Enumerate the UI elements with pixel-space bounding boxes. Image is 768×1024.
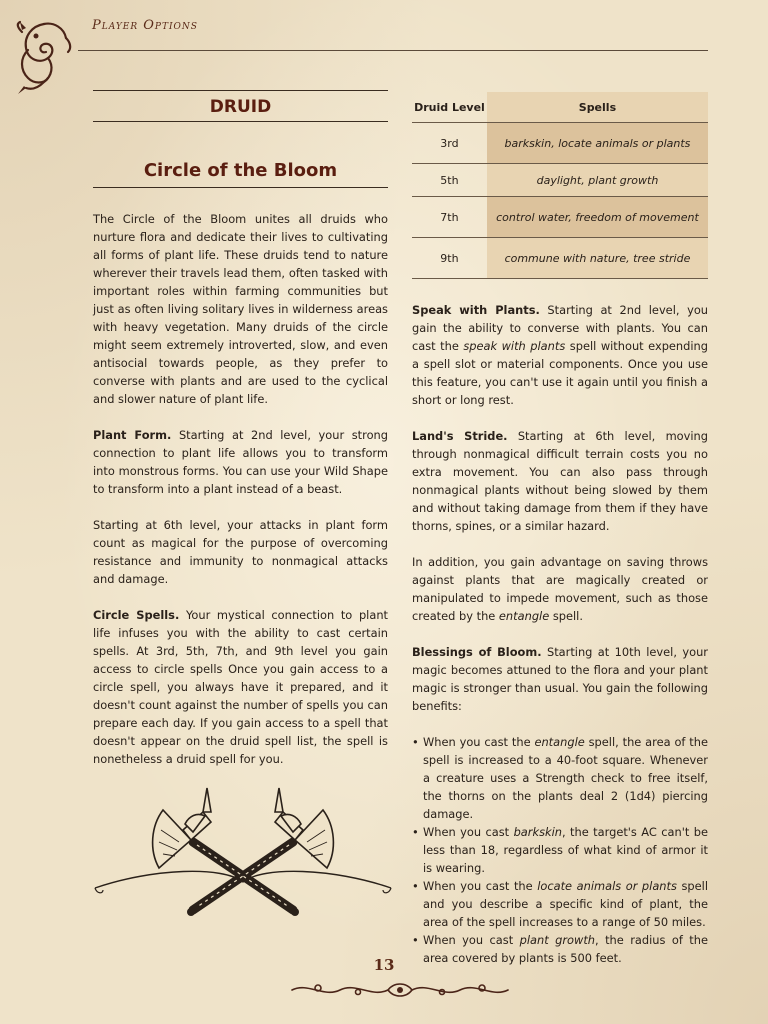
blessings-term: Blessings of Bloom. bbox=[412, 645, 542, 659]
speak-with-plants-term: Speak with Plants. bbox=[412, 303, 540, 317]
title-rule-top bbox=[93, 90, 388, 91]
benefit-spell-name: locate animals or plants bbox=[537, 879, 677, 893]
class-title: DRUID bbox=[209, 97, 272, 117]
lands-stride-text: Starting at 6th level, moving through nonmagical difficult terrain costs you no extra movement. You can also pass through nonmagical plants without being slowed by them and without taking damage from them if they have thorns, spines, or a similar hazard. bbox=[412, 429, 708, 533]
table-row bbox=[412, 197, 708, 238]
advantage-paragraph bbox=[412, 553, 708, 625]
plant-form-term: Plant Form. bbox=[93, 428, 172, 442]
benefits-list bbox=[412, 733, 708, 967]
table-row bbox=[412, 238, 708, 279]
plant-form-6th-paragraph: Starting at 6th level, your attacks in plant form count as magical for the purpose of overcoming resistance and immunity to nonmagical attacks and damage. bbox=[93, 518, 388, 586]
list-item bbox=[412, 823, 708, 877]
benefit-text: When you cast the bbox=[423, 735, 535, 749]
benefit-text: spell and you describe a specific kind of plant, the area of the spell increases to a range of 50 miles. bbox=[423, 879, 708, 929]
speak-with-plants-paragraph bbox=[412, 301, 708, 409]
page-number: 13 bbox=[373, 956, 395, 974]
benefit-text: , the target's AC can't be less than 18, regardless of what kind of armor it is wearing. bbox=[423, 825, 708, 875]
benefit-text: When you cast bbox=[423, 933, 520, 947]
table-header-spells: Spells bbox=[487, 92, 708, 123]
left-column bbox=[93, 90, 388, 786]
benefit-text: When you cast the bbox=[423, 879, 538, 893]
benefit-text: , the radius of the area covered by plants is 500 feet. bbox=[423, 933, 708, 965]
title-rule-bottom bbox=[93, 121, 388, 122]
circle-spells-table bbox=[412, 92, 708, 279]
table-cell-level: 3rd bbox=[412, 123, 487, 164]
advantage-text-2: spell. bbox=[549, 609, 583, 623]
table-cell-spells: control water, freedom of movement bbox=[487, 197, 708, 238]
scroll-ornament-icon bbox=[288, 978, 512, 1002]
table-cell-level: 7th bbox=[412, 197, 487, 238]
benefit-spell-name: barkskin bbox=[513, 825, 562, 839]
subclass-rule bbox=[93, 187, 388, 188]
list-item bbox=[412, 877, 708, 931]
right-column bbox=[412, 92, 708, 967]
subclass-title: Circle of the Bloom bbox=[143, 160, 338, 181]
section-header-title: Player Options bbox=[92, 18, 198, 33]
benefit-spell-name: entangle bbox=[534, 735, 585, 749]
table-cell-level: 5th bbox=[412, 164, 487, 197]
intro-paragraph: The Circle of the Bloom unites all druids who nurture flora and dedicate their lives to cultivating all forms of plant life. These druids tend to nature wherever their travels lead them, often tasked with important roles within farming communities but just as often living solitary lives in wilderness areas with heavy vegetation. Many druids of the circle might seem extremely introverted, slow, and even antisocial towards people, as they prefer to converse with plants and are used to the cyclical and slower nature of plant life. bbox=[93, 212, 388, 406]
plant-form-paragraph bbox=[93, 426, 388, 498]
benefit-spell-name: plant growth bbox=[519, 933, 596, 947]
table-row bbox=[412, 123, 708, 164]
table-header-row bbox=[412, 92, 708, 123]
header-divider bbox=[78, 50, 708, 51]
lands-stride-paragraph bbox=[412, 427, 708, 535]
circle-spells-paragraph bbox=[93, 606, 388, 768]
advantage-text-1: In addition, you gain advantage on saving throws against plants that are magically created or manipulated to impede movement, such as those created by the bbox=[412, 555, 708, 623]
advantage-spell-name: entangle bbox=[498, 609, 550, 623]
blessings-text: Starting at 10th level, your magic becomes attuned to the flora and your plant magic is stronger than usual. You gain the following benefits: bbox=[412, 645, 708, 713]
table-cell-spells: commune with nature, tree stride bbox=[487, 238, 708, 279]
circle-spells-term: Circle Spells. bbox=[93, 608, 180, 622]
table-cell-spells: barkskin, locate animals or plants bbox=[487, 123, 708, 164]
lands-stride-term: Land's Stride. bbox=[412, 429, 508, 443]
table-row bbox=[412, 164, 708, 197]
list-item bbox=[412, 733, 708, 823]
benefit-text: When you cast bbox=[423, 825, 514, 839]
speak-text-2: spell without expending a spell slot or material components. Once you use this feature, you can't use it again until you finish a short or long rest. bbox=[412, 339, 708, 407]
circle-spells-text: Your mystical connection to plant life infuses you with the ability to cast certain spells. At 3rd, 5th, 7th, and 9th level you gain access to circle spells Once you gain access to a circle spell, you always have it prepared, and it doesn't count against the number of spells you can prepare each day. If you gain access to a spell that doesn't appear on the druid spell list, the spell is nonetheless a druid spell for you. bbox=[93, 608, 388, 766]
dragon-ornament-icon bbox=[14, 18, 78, 96]
table-header-level: Druid Level bbox=[414, 100, 485, 114]
speak-spell-name: speak with plants bbox=[463, 339, 566, 353]
blessings-paragraph bbox=[412, 643, 708, 715]
table-cell-level: 9th bbox=[412, 238, 487, 279]
plant-form-text: Starting at 2nd level, your strong connection to plant life allows you to transform into monstrous forms. You can use your Wild Shape to transform into a plant instead of a beast. bbox=[93, 428, 388, 496]
benefit-text: spell, the area of the spell is increased to a 40-foot square. Whenever a creature uses a Strength check to free itself, the thorns on the plants deal 2 (1d4) piercing damage. bbox=[423, 735, 708, 821]
crossed-axes-icon bbox=[93, 782, 393, 922]
table-cell-spells: daylight, plant growth bbox=[487, 164, 708, 197]
speak-text-1: Starting at 2nd level, you gain the ability to converse with plants. You can cast the bbox=[412, 303, 709, 353]
